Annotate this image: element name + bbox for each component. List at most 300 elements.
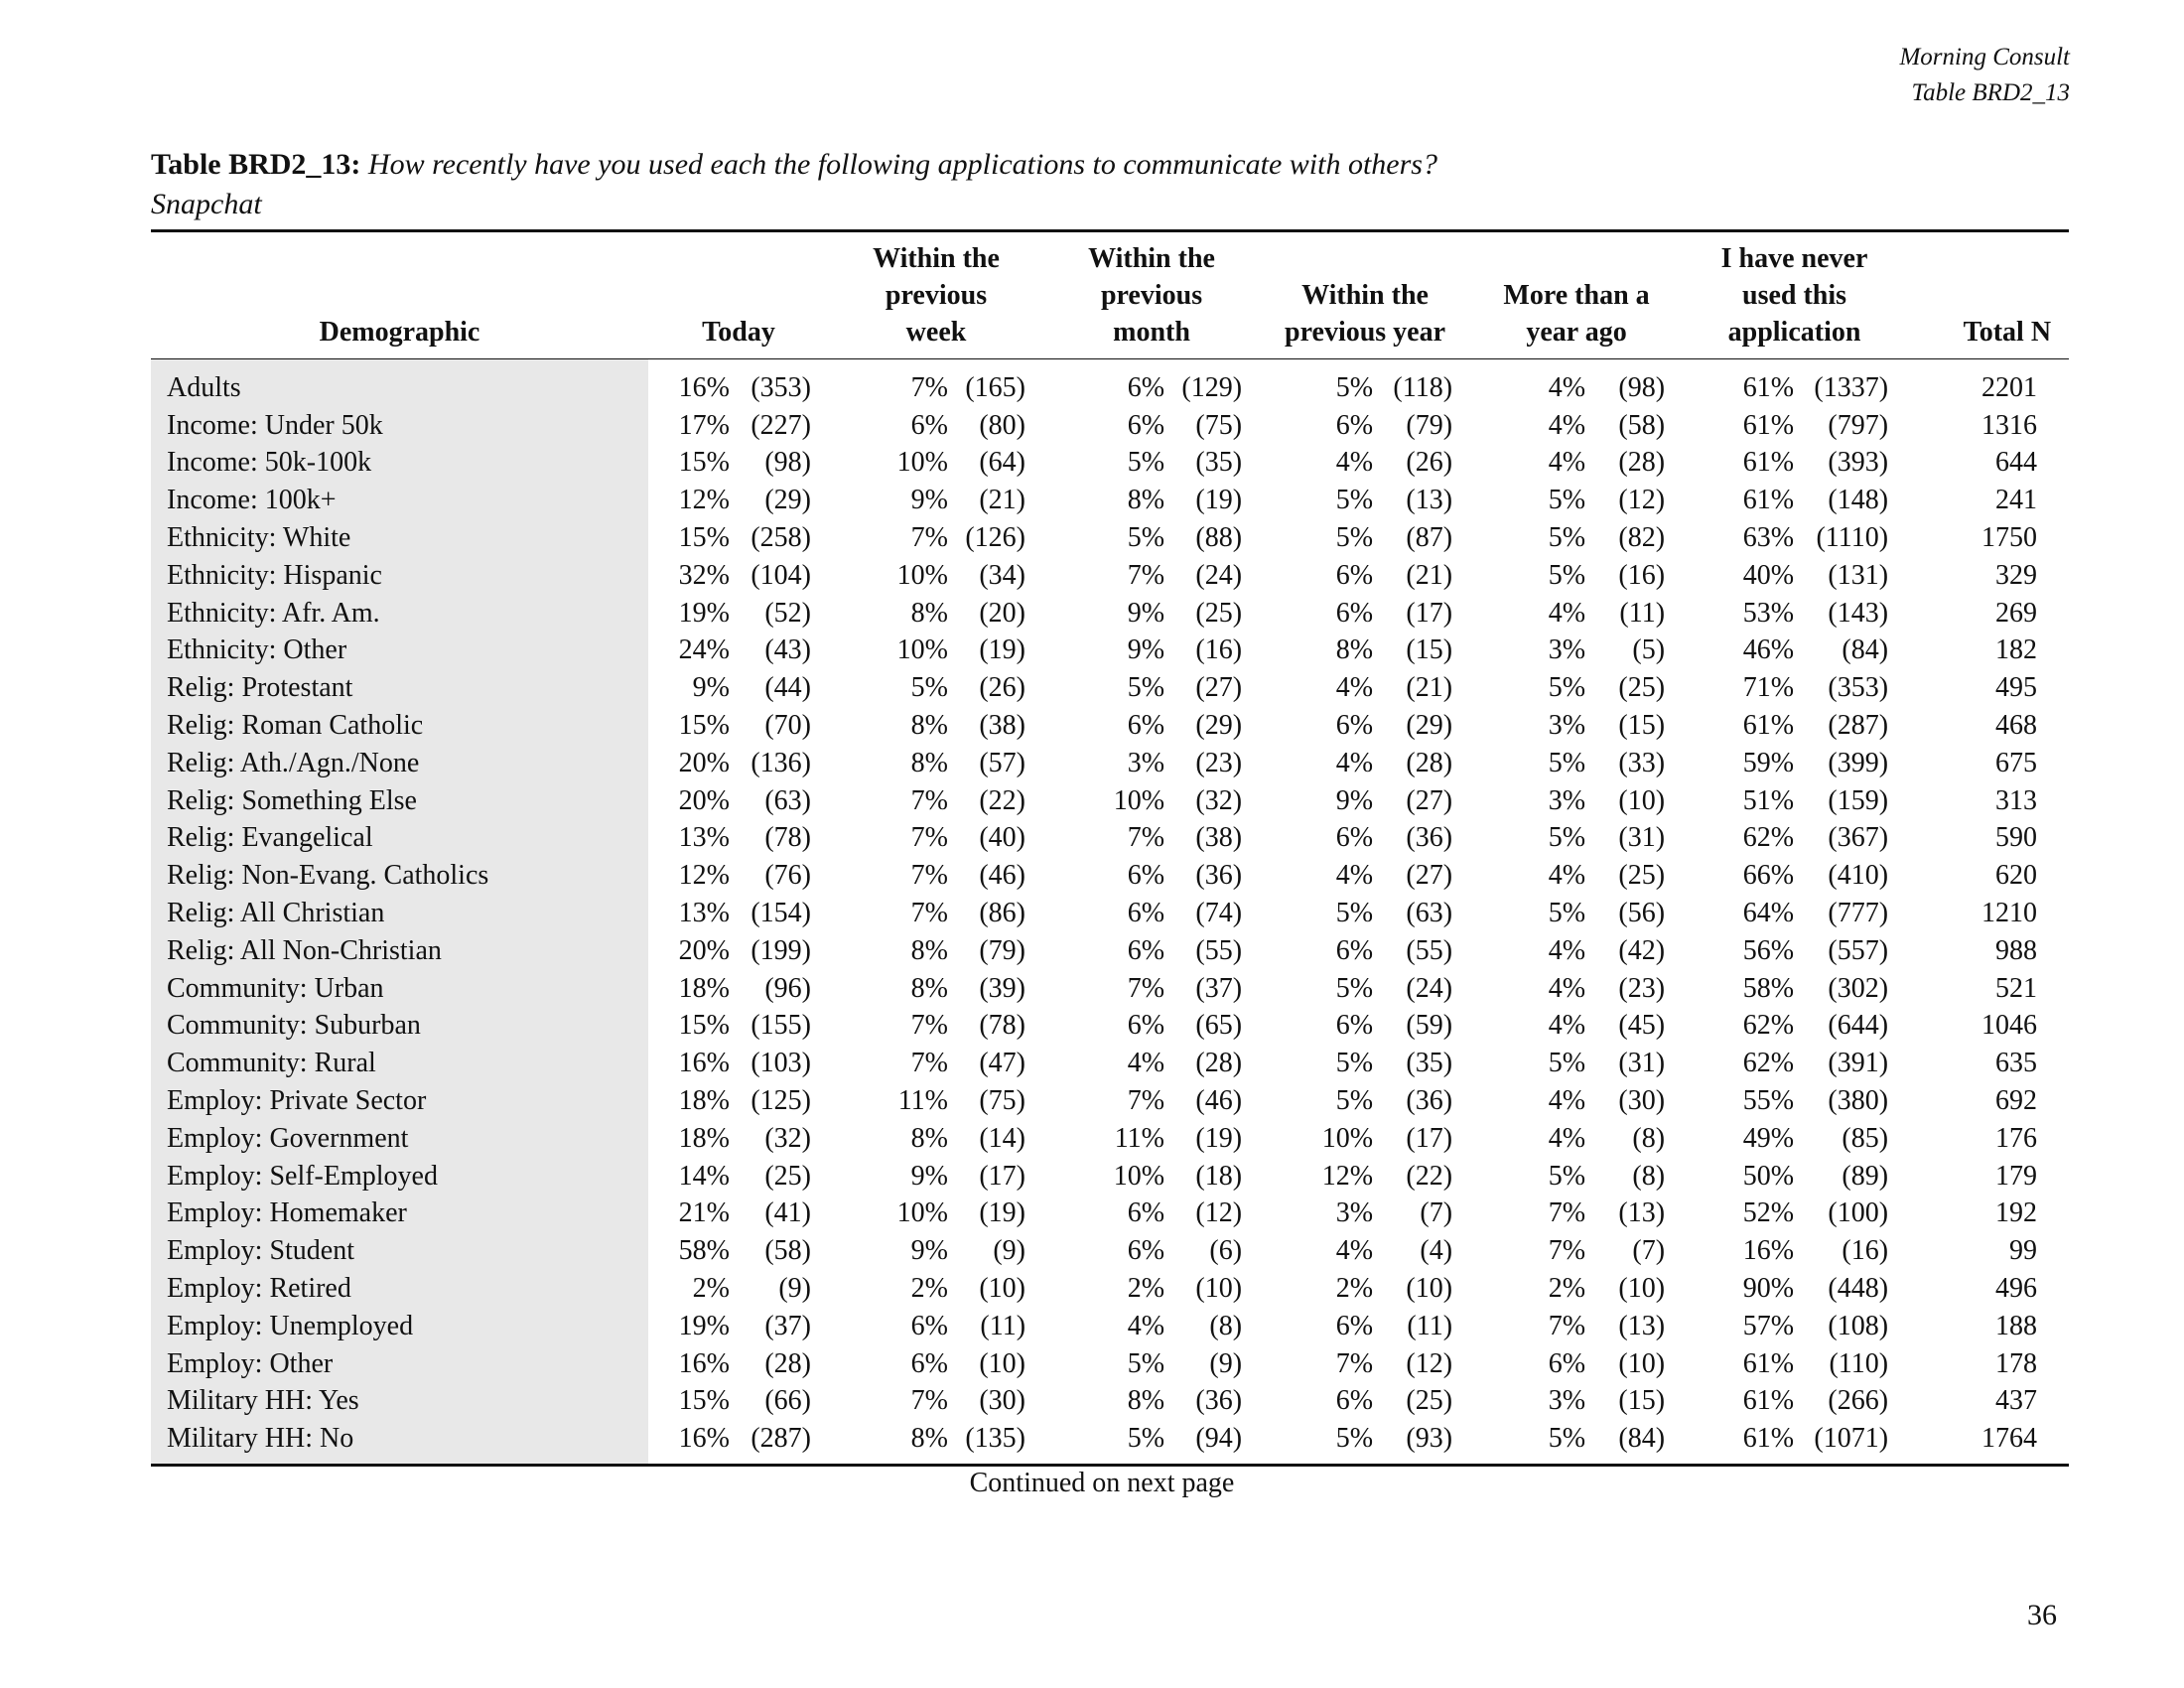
total-n-cell: 495	[1995, 672, 2038, 704]
year-percent-cell: 3%	[1335, 1197, 1374, 1229]
never-count-cell: (108)	[1828, 1310, 1889, 1341]
more-count-cell: (12)	[1618, 485, 1666, 516]
year-count-cell: (55)	[1406, 934, 1453, 966]
week-count-cell: (78)	[979, 1010, 1026, 1042]
never-percent-cell: 40%	[1742, 559, 1795, 591]
year-count-cell: (27)	[1406, 860, 1453, 892]
more-percent-cell: 4%	[1548, 934, 1586, 966]
week-percent-cell: 9%	[910, 1160, 948, 1192]
year-count-cell: (36)	[1406, 822, 1453, 854]
year-percent-cell: 5%	[1335, 1085, 1374, 1117]
month-count-cell: (8)	[1209, 1310, 1243, 1341]
month-percent-cell: 9%	[1127, 597, 1165, 629]
demographic-cell: Relig: Ath./Agn./None	[151, 745, 648, 782]
month-percent-cell: 5%	[1127, 1347, 1165, 1379]
table-row	[151, 1345, 2069, 1383]
week-percent-cell: 9%	[910, 485, 948, 516]
more-percent-cell: 4%	[1548, 972, 1586, 1004]
total-n-cell: 192	[1995, 1197, 2038, 1229]
month-count-cell: (55)	[1195, 934, 1243, 966]
more-percent-cell: 4%	[1548, 597, 1586, 629]
crosstab-table-container	[151, 229, 2069, 1467]
never-count-cell: (448)	[1828, 1273, 1889, 1305]
today-count-cell: (28)	[764, 1347, 811, 1379]
never-count-cell: (85)	[1842, 1122, 1889, 1154]
today-count-cell: (96)	[764, 972, 811, 1004]
year-count-cell: (87)	[1406, 522, 1453, 554]
never-count-cell: (302)	[1828, 972, 1889, 1004]
demographic-cell: Relig: Roman Catholic	[151, 707, 648, 745]
week-count-cell: (39)	[979, 972, 1026, 1004]
year-percent-cell: 5%	[1335, 485, 1374, 516]
never-count-cell: (89)	[1842, 1160, 1889, 1192]
never-percent-cell: 64%	[1742, 898, 1795, 929]
demographic-cell: Adults	[151, 359, 648, 407]
more-count-cell: (7)	[1632, 1235, 1666, 1267]
demographic-cell: Employ: Private Sector	[151, 1082, 648, 1120]
table-row	[151, 445, 2069, 483]
today-count-cell: (104)	[751, 559, 811, 591]
month-count-cell: (94)	[1195, 1423, 1243, 1455]
table-row	[151, 1308, 2069, 1345]
demographic-cell: Military HH: No	[151, 1420, 648, 1465]
never-percent-cell: 61%	[1742, 1385, 1795, 1417]
more-percent-cell: 7%	[1548, 1235, 1586, 1267]
year-percent-cell: 5%	[1335, 898, 1374, 929]
year-percent-cell: 4%	[1335, 447, 1374, 479]
total-n-cell: 1764	[1981, 1423, 2038, 1455]
demographic-cell: Employ: Other	[151, 1345, 648, 1383]
month-count-cell: (19)	[1195, 1122, 1243, 1154]
year-percent-cell: 6%	[1335, 1310, 1374, 1341]
total-n-cell: 241	[1995, 485, 2038, 516]
week-percent-cell: 11%	[897, 1085, 948, 1117]
never-count-cell: (777)	[1828, 898, 1889, 929]
more-count-cell: (23)	[1618, 972, 1666, 1004]
today-count-cell: (70)	[764, 710, 811, 742]
week-count-cell: (57)	[979, 747, 1026, 778]
never-percent-cell: 57%	[1742, 1310, 1795, 1341]
demographic-cell: Community: Suburban	[151, 1008, 648, 1046]
year-percent-cell: 12%	[1321, 1160, 1374, 1192]
total-n-cell: 313	[1995, 784, 2038, 816]
year-count-cell: (21)	[1406, 672, 1453, 704]
never-percent-cell: 61%	[1742, 1423, 1795, 1455]
today-percent-cell: 19%	[678, 597, 730, 629]
more-percent-cell: 3%	[1548, 710, 1586, 742]
week-count-cell: (21)	[979, 485, 1026, 516]
month-count-cell: (19)	[1195, 485, 1243, 516]
today-percent-cell: 15%	[678, 522, 730, 554]
more-count-cell: (82)	[1618, 522, 1666, 554]
table-title	[151, 145, 2077, 224]
more-percent-cell: 3%	[1548, 784, 1586, 816]
today-count-cell: (125)	[751, 1085, 811, 1117]
today-count-cell: (44)	[764, 672, 811, 704]
total-n-cell: 269	[1995, 597, 2038, 629]
today-percent-cell: 21%	[678, 1197, 730, 1229]
year-percent-cell: 7%	[1335, 1347, 1374, 1379]
week-percent-cell: 6%	[910, 1310, 948, 1341]
never-percent-cell: 52%	[1742, 1197, 1795, 1229]
demographic-cell: Ethnicity: Afr. Am.	[151, 595, 648, 633]
year-percent-cell: 5%	[1335, 1423, 1374, 1455]
more-percent-cell: 4%	[1548, 371, 1586, 403]
week-percent-cell: 10%	[896, 634, 948, 666]
week-percent-cell: 7%	[910, 371, 948, 403]
never-count-cell: (110)	[1829, 1347, 1889, 1379]
year-count-cell: (22)	[1406, 1160, 1453, 1192]
today-count-cell: (353)	[751, 371, 811, 403]
never-percent-cell: 62%	[1742, 822, 1795, 854]
week-count-cell: (64)	[979, 447, 1026, 479]
more-percent-cell: 4%	[1548, 1085, 1586, 1117]
year-percent-cell: 9%	[1335, 784, 1374, 816]
table-body	[151, 359, 2069, 1466]
today-count-cell: (66)	[764, 1385, 811, 1417]
year-percent-cell: 6%	[1335, 409, 1374, 441]
more-count-cell: (84)	[1618, 1423, 1666, 1455]
week-percent-cell: 8%	[910, 972, 948, 1004]
table-row	[151, 1082, 2069, 1120]
today-percent-cell: 13%	[678, 898, 730, 929]
total-n-cell: 675	[1995, 747, 2038, 778]
more-percent-cell: 4%	[1548, 1122, 1586, 1154]
week-percent-cell: 10%	[896, 559, 948, 591]
table-row	[151, 1420, 2069, 1465]
never-count-cell: (84)	[1842, 634, 1889, 666]
table-label: Table BRD2_13:	[151, 148, 361, 181]
never-count-cell: (159)	[1828, 784, 1889, 816]
year-percent-cell: 5%	[1335, 522, 1374, 554]
total-n-cell: 182	[1995, 634, 2038, 666]
never-count-cell: (16)	[1842, 1235, 1889, 1267]
week-count-cell: (19)	[979, 1197, 1026, 1229]
week-percent-cell: 8%	[910, 597, 948, 629]
page-header	[1899, 40, 2070, 111]
month-count-cell: (28)	[1195, 1048, 1243, 1079]
never-count-cell: (557)	[1828, 934, 1889, 966]
month-count-cell: (35)	[1195, 447, 1243, 479]
month-percent-cell: 6%	[1127, 1010, 1165, 1042]
month-count-cell: (9)	[1209, 1347, 1243, 1379]
never-count-cell: (287)	[1828, 710, 1889, 742]
more-percent-cell: 5%	[1548, 522, 1586, 554]
more-percent-cell: 5%	[1548, 822, 1586, 854]
table-row	[151, 407, 2069, 445]
year-count-cell: (4)	[1420, 1235, 1453, 1267]
table-row	[151, 669, 2069, 707]
year-count-cell: (26)	[1406, 447, 1453, 479]
today-percent-cell: 19%	[678, 1310, 730, 1341]
more-percent-cell: 3%	[1548, 1385, 1586, 1417]
year-count-cell: (59)	[1406, 1010, 1453, 1042]
demographic-cell: Income: 100k+	[151, 482, 648, 519]
year-percent-cell: 2%	[1335, 1273, 1374, 1305]
month-count-cell: (27)	[1195, 672, 1243, 704]
today-count-cell: (37)	[764, 1310, 811, 1341]
week-count-cell: (20)	[979, 597, 1026, 629]
year-count-cell: (24)	[1406, 972, 1453, 1004]
month-percent-cell: 2%	[1127, 1273, 1165, 1305]
more-percent-cell: 5%	[1548, 559, 1586, 591]
table-row	[151, 1008, 2069, 1046]
more-percent-cell: 5%	[1548, 747, 1586, 778]
today-count-cell: (52)	[764, 597, 811, 629]
never-count-cell: (393)	[1828, 447, 1889, 479]
total-n-cell: 1750	[1981, 522, 2038, 554]
week-percent-cell: 8%	[910, 1423, 948, 1455]
month-count-cell: (37)	[1195, 972, 1243, 1004]
month-percent-cell: 6%	[1127, 710, 1165, 742]
year-count-cell: (21)	[1406, 559, 1453, 591]
total-n-cell: 644	[1995, 447, 2038, 479]
week-count-cell: (46)	[979, 860, 1026, 892]
more-percent-cell: 5%	[1548, 672, 1586, 704]
month-percent-cell: 9%	[1127, 634, 1165, 666]
table-row	[151, 745, 2069, 782]
month-count-cell: (23)	[1195, 747, 1243, 778]
table-row	[151, 857, 2069, 895]
year-percent-cell: 6%	[1335, 1385, 1374, 1417]
demographic-cell: Employ: Student	[151, 1232, 648, 1270]
week-count-cell: (80)	[979, 409, 1026, 441]
col-header-demographic: Demographic	[319, 317, 480, 348]
week-count-cell: (9)	[993, 1235, 1026, 1267]
year-count-cell: (7)	[1420, 1197, 1453, 1229]
total-n-cell: 1316	[1981, 409, 2038, 441]
never-percent-cell: 55%	[1742, 1085, 1795, 1117]
week-count-cell: (75)	[979, 1085, 1026, 1117]
year-count-cell: (12)	[1406, 1347, 1453, 1379]
more-count-cell: (30)	[1618, 1085, 1666, 1117]
today-percent-cell: 9%	[692, 672, 730, 704]
today-count-cell: (287)	[751, 1423, 811, 1455]
month-count-cell: (10)	[1195, 1273, 1243, 1305]
month-count-cell: (74)	[1195, 898, 1243, 929]
year-count-cell: (11)	[1407, 1310, 1453, 1341]
total-n-cell: 437	[1995, 1385, 2038, 1417]
total-n-cell: 496	[1995, 1273, 2038, 1305]
year-percent-cell: 6%	[1335, 597, 1374, 629]
month-percent-cell: 11%	[1114, 1122, 1165, 1154]
never-percent-cell: 51%	[1742, 784, 1795, 816]
month-percent-cell: 10%	[1113, 1160, 1165, 1192]
table-row	[151, 1270, 2069, 1308]
year-count-cell: (36)	[1406, 1085, 1453, 1117]
demographic-cell: Employ: Government	[151, 1120, 648, 1158]
demographic-cell: Relig: Protestant	[151, 669, 648, 707]
never-percent-cell: 49%	[1742, 1122, 1795, 1154]
total-n-cell: 988	[1995, 934, 2038, 966]
month-count-cell: (24)	[1195, 559, 1243, 591]
today-percent-cell: 20%	[678, 747, 730, 778]
year-percent-cell: 5%	[1335, 371, 1374, 403]
more-count-cell: (10)	[1618, 1273, 1666, 1305]
today-percent-cell: 17%	[678, 409, 730, 441]
year-percent-cell: 4%	[1335, 747, 1374, 778]
demographic-cell: Income: 50k-100k	[151, 445, 648, 483]
today-percent-cell: 16%	[678, 1048, 730, 1079]
more-percent-cell: 4%	[1548, 1010, 1586, 1042]
week-count-cell: (135)	[965, 1423, 1026, 1455]
month-count-cell: (65)	[1195, 1010, 1243, 1042]
more-percent-cell: 5%	[1548, 1048, 1586, 1079]
more-percent-cell: 2%	[1548, 1273, 1586, 1305]
demographic-cell: Employ: Unemployed	[151, 1308, 648, 1345]
table-row	[151, 482, 2069, 519]
crosstab-table	[151, 229, 2069, 1467]
total-n-cell: 1046	[1981, 1010, 2038, 1042]
more-count-cell: (13)	[1618, 1310, 1666, 1341]
more-percent-cell: 7%	[1548, 1197, 1586, 1229]
today-percent-cell: 12%	[678, 485, 730, 516]
total-n-cell: 178	[1995, 1347, 2038, 1379]
more-count-cell: (10)	[1618, 1347, 1666, 1379]
never-percent-cell: 90%	[1742, 1273, 1795, 1305]
more-count-cell: (8)	[1632, 1160, 1666, 1192]
month-percent-cell: 8%	[1127, 1385, 1165, 1417]
never-percent-cell: 62%	[1742, 1048, 1795, 1079]
total-n-cell: 590	[1995, 822, 2038, 854]
more-percent-cell: 6%	[1548, 1347, 1586, 1379]
today-count-cell: (41)	[764, 1197, 811, 1229]
year-percent-cell: 10%	[1321, 1122, 1374, 1154]
month-percent-cell: 6%	[1127, 898, 1165, 929]
month-percent-cell: 6%	[1127, 1197, 1165, 1229]
today-percent-cell: 16%	[678, 1423, 730, 1455]
week-count-cell: (40)	[979, 822, 1026, 854]
year-percent-cell: 4%	[1335, 860, 1374, 892]
today-count-cell: (25)	[764, 1160, 811, 1192]
month-percent-cell: 5%	[1127, 447, 1165, 479]
year-count-cell: (35)	[1406, 1048, 1453, 1079]
col-header-year: Within the previous year	[1285, 280, 1446, 348]
page-number: 36	[2027, 1599, 2057, 1631]
table-row	[151, 1045, 2069, 1082]
year-count-cell: (15)	[1406, 634, 1453, 666]
year-percent-cell: 6%	[1335, 822, 1374, 854]
month-percent-cell: 7%	[1127, 972, 1165, 1004]
never-count-cell: (1110)	[1816, 522, 1889, 554]
week-percent-cell: 7%	[910, 522, 948, 554]
year-percent-cell: 6%	[1335, 1010, 1374, 1042]
col-header-never: I have never used this application	[1720, 243, 1868, 348]
today-percent-cell: 18%	[678, 1122, 730, 1154]
week-percent-cell: 7%	[910, 1010, 948, 1042]
table-row	[151, 782, 2069, 820]
year-percent-cell: 6%	[1335, 710, 1374, 742]
never-count-cell: (410)	[1828, 860, 1889, 892]
today-percent-cell: 15%	[678, 447, 730, 479]
table-row	[151, 359, 2069, 407]
table-row	[151, 1120, 2069, 1158]
today-count-cell: (136)	[751, 747, 811, 778]
table-row	[151, 970, 2069, 1008]
never-count-cell: (391)	[1828, 1048, 1889, 1079]
total-n-cell: 2201	[1981, 371, 2038, 403]
month-percent-cell: 7%	[1127, 822, 1165, 854]
year-percent-cell: 6%	[1335, 559, 1374, 591]
total-n-cell: 468	[1995, 710, 2038, 742]
week-percent-cell: 8%	[910, 710, 948, 742]
col-header-month: Within the previous month	[1088, 243, 1215, 348]
month-count-cell: (16)	[1195, 634, 1243, 666]
week-percent-cell: 6%	[910, 409, 948, 441]
today-count-cell: (155)	[751, 1010, 811, 1042]
col-header-week: Within the previous week	[873, 243, 1000, 348]
demographic-cell: Relig: Non-Evang. Catholics	[151, 857, 648, 895]
more-count-cell: (25)	[1618, 672, 1666, 704]
more-percent-cell: 4%	[1548, 409, 1586, 441]
today-percent-cell: 15%	[678, 1385, 730, 1417]
today-count-cell: (29)	[764, 485, 811, 516]
more-percent-cell: 3%	[1548, 634, 1586, 666]
today-percent-cell: 13%	[678, 822, 730, 854]
week-count-cell: (14)	[979, 1122, 1026, 1154]
header-table-ref: Table BRD2_13	[1911, 79, 2070, 106]
month-count-cell: (36)	[1195, 860, 1243, 892]
never-percent-cell: 61%	[1742, 371, 1795, 403]
never-percent-cell: 61%	[1742, 485, 1795, 516]
today-count-cell: (258)	[751, 522, 811, 554]
week-count-cell: (38)	[979, 710, 1026, 742]
more-count-cell: (25)	[1618, 860, 1666, 892]
today-percent-cell: 32%	[678, 559, 730, 591]
month-percent-cell: 6%	[1127, 409, 1165, 441]
month-percent-cell: 10%	[1113, 784, 1165, 816]
never-percent-cell: 61%	[1742, 409, 1795, 441]
year-count-cell: (27)	[1406, 784, 1453, 816]
week-count-cell: (165)	[965, 371, 1026, 403]
month-count-cell: (36)	[1195, 1385, 1243, 1417]
more-count-cell: (58)	[1618, 409, 1666, 441]
today-percent-cell: 2%	[692, 1273, 730, 1305]
week-count-cell: (86)	[979, 898, 1026, 929]
week-percent-cell: 10%	[896, 447, 948, 479]
demographic-cell: Employ: Homemaker	[151, 1196, 648, 1233]
never-percent-cell: 58%	[1742, 972, 1795, 1004]
more-percent-cell: 4%	[1548, 860, 1586, 892]
year-count-cell: (17)	[1406, 1122, 1453, 1154]
more-count-cell: (42)	[1618, 934, 1666, 966]
week-percent-cell: 7%	[910, 860, 948, 892]
today-percent-cell: 16%	[678, 1347, 730, 1379]
year-count-cell: (118)	[1393, 371, 1453, 403]
header-row	[151, 231, 2069, 359]
today-count-cell: (32)	[764, 1122, 811, 1154]
today-percent-cell: 15%	[678, 710, 730, 742]
more-count-cell: (28)	[1618, 447, 1666, 479]
month-percent-cell: 5%	[1127, 522, 1165, 554]
demographic-cell: Relig: Evangelical	[151, 820, 648, 858]
week-percent-cell: 7%	[910, 1048, 948, 1079]
table-row	[151, 895, 2069, 932]
today-count-cell: (63)	[764, 784, 811, 816]
year-percent-cell: 4%	[1335, 1235, 1374, 1267]
never-count-cell: (100)	[1828, 1197, 1889, 1229]
year-count-cell: (28)	[1406, 747, 1453, 778]
more-count-cell: (31)	[1618, 1048, 1666, 1079]
col-header-today: Today	[702, 317, 775, 348]
week-count-cell: (11)	[980, 1310, 1026, 1341]
week-count-cell: (26)	[979, 672, 1026, 704]
never-percent-cell: 16%	[1742, 1235, 1795, 1267]
total-n-cell: 692	[1995, 1085, 2038, 1117]
year-count-cell: (13)	[1406, 485, 1453, 516]
month-count-cell: (6)	[1209, 1235, 1243, 1267]
table-row	[151, 1196, 2069, 1233]
